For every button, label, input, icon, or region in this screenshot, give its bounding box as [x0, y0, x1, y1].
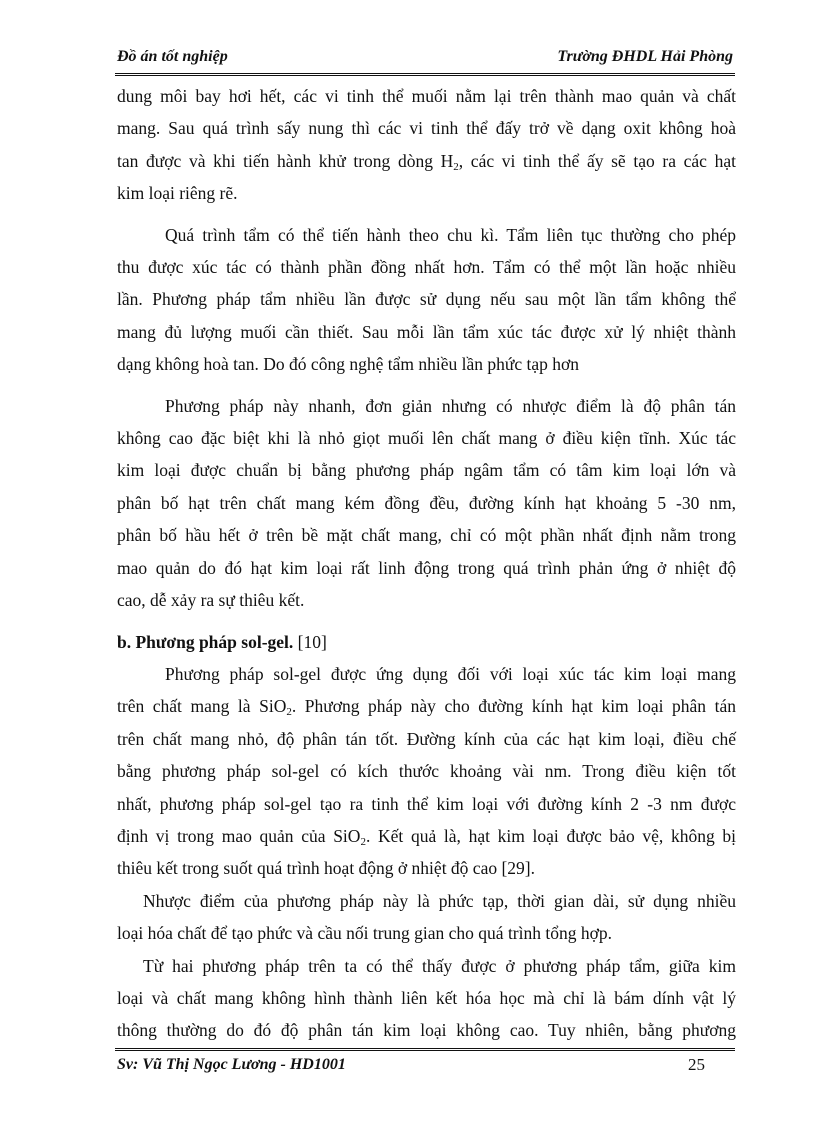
header-rule: [115, 73, 735, 76]
paragraph-3: [117, 390, 736, 617]
text-line: thông thường do đó độ phân tán kim loại không cao. Tuy nhiên, bằng phương: [117, 1020, 736, 1041]
text-line: Nhược điểm của phương pháp này là phức tạp, thời gian dài, sử dụng nhiều: [143, 890, 736, 911]
text-line: kim loại được chuẩn bị bằng phương pháp ngâm tẩm có tâm kim loại lớn và: [117, 460, 736, 481]
text-line: cao, dễ xảy ra sự thiêu kết.: [117, 590, 305, 611]
paragraph-4: [117, 658, 736, 885]
text-line: Phương pháp sol-gel được ứng dụng đối với loại xúc tác kim loại mang: [165, 663, 736, 684]
text-line: thu được xúc tác có thành phần đồng nhất hơn. Tẩm có thể một lần hoặc nhiều: [117, 257, 736, 278]
paragraph-5: [117, 885, 736, 950]
text-line: mang đủ lượng muối cần thiết. Sau mỗi lần tẩm xúc tác được xử lý nhiệt thành: [117, 321, 736, 342]
text-line: [117, 626, 736, 658]
text-line: [117, 145, 736, 177]
text-line: phân bố hạt trên chất mang kém đồng đều, đường kính hạt khoảng 5 -30 nm,: [117, 492, 736, 513]
footer-student: Sv: Vũ Thị Ngọc Lương - HD1001: [117, 1056, 346, 1073]
header-right-school: Trường ĐHDL Hải Phòng: [557, 48, 733, 65]
text-line: Phương pháp này nhanh, đơn giản nhưng có nhược điểm là độ phân tán: [165, 395, 736, 416]
subscript: 2: [360, 835, 366, 848]
text-line: thiêu kết trong suốt quá trình hoạt động ở nhiệt độ cao [29].: [117, 858, 535, 879]
paragraph-6: [117, 950, 736, 1047]
text-line: loại hóa chất để tạo phức và cầu nối trung gian cho quá trình tổng hợp.: [117, 923, 612, 944]
text-line: dạng không hoà tan. Do đó công nghệ tẩm nhiều lần phức tạp hơn: [117, 354, 579, 375]
subscript: 2: [286, 706, 292, 719]
text-line: mang. Sau quá trình sấy nung thì các vi tinh thể đấy trở về dạng oxit không hoà: [117, 118, 736, 139]
text-line: mao quản do đó hạt kim loại rất linh động trong quá trình phản ứng ở nhiệt độ: [117, 557, 736, 578]
text-line: kim loại riêng rẽ.: [117, 183, 238, 204]
text-fragment: định vị trong mao quản của SiO: [117, 825, 361, 846]
text-line: Từ hai phương pháp trên ta có thể thấy được ở phương pháp tẩm, giữa kim: [143, 955, 736, 976]
heading-reference: [10]: [293, 631, 327, 652]
paragraph-2: [117, 219, 736, 381]
text-line: [117, 820, 736, 852]
text-fragment: tan được và khi tiến hành khử trong dòng H: [117, 150, 454, 171]
subscript: 2: [453, 160, 459, 173]
text-line: phân bố hầu hết ở trên bề mặt chất mang, chỉ có một phần nhất định nằm trong: [117, 525, 736, 546]
text-line: dung môi bay hơi hết, các vi tinh thể muối nằm lại trên thành mao quản và chất: [117, 86, 736, 106]
header-left-title: Đồ án tốt nghiệp: [117, 48, 228, 65]
text-line: Quá trình tẩm có thể tiến hành theo chu kì. Tẩm liên tục thường cho phép: [165, 224, 736, 245]
text-fragment: . Phương pháp này cho đường kính hạt kim loại phân tán: [291, 696, 736, 717]
page-body: [117, 80, 736, 1047]
text-fragment: . Kết quả là, hạt kim loại được bảo vệ, không bị: [365, 825, 736, 846]
text-line: lần. Phương pháp tẩm nhiều lần được sử dụng nếu sau một lần tẩm không thể: [117, 289, 736, 310]
text-line: loại và chất mang không hình thành liên kết hóa học mà chỉ là bám dính vật lý: [117, 987, 736, 1008]
section-heading: [117, 626, 736, 658]
text-line: bằng phương pháp sol-gel có kích thước khoảng vài nm. Trong điều kiện tốt: [117, 761, 736, 782]
text-line: nhất, phương pháp sol-gel tạo ra tinh thể kim loại với đường kính 2 -3 nm được: [117, 793, 736, 814]
page-header: [117, 48, 733, 66]
heading-title: b. Phương pháp sol-gel.: [117, 631, 294, 652]
text-line: [117, 690, 736, 722]
text-fragment: , các vi tinh thể ấy sẽ tạo ra các hạt: [458, 150, 736, 171]
text-line: không cao đặc biệt khi là nhỏ giọt muối lên chất mang ở điều kiện tĩnh. Xúc tác: [117, 428, 736, 449]
paragraph-1: [117, 80, 736, 210]
text-line: trên chất mang nhỏ, độ phân tán tốt. Đường kính của các hạt kim loại, điều chế: [117, 728, 736, 749]
footer-rule: [115, 1048, 735, 1051]
text-fragment: trên chất mang là SiO: [117, 696, 287, 717]
page-number: 25: [688, 1055, 705, 1074]
